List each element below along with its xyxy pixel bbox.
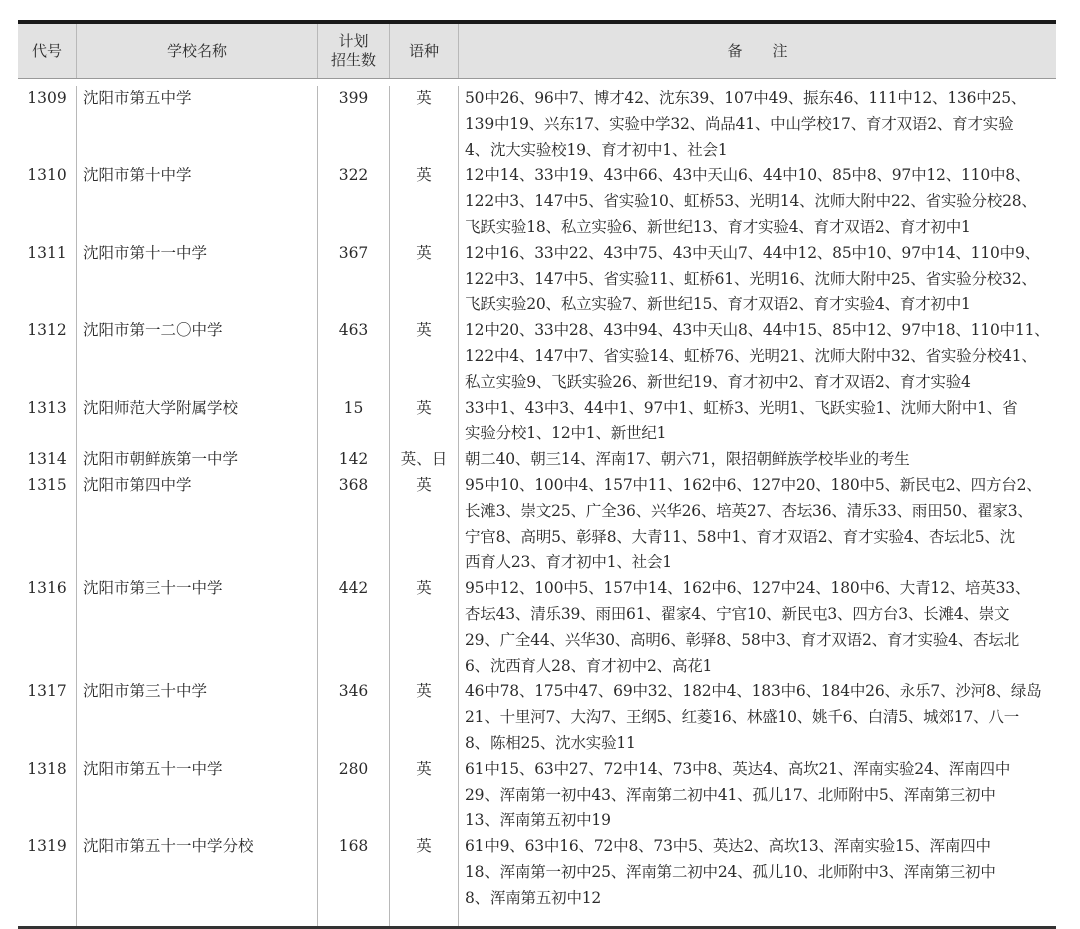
notes	[459, 396, 1056, 448]
school-code: 1311	[18, 241, 77, 318]
school-code: 1318	[18, 757, 77, 834]
notes-line: 29、浑南第一初中43、浑南第二初中41、孤儿17、北师附中5、浑南第三初中	[465, 785, 996, 804]
notes	[459, 163, 1056, 240]
language: 英	[390, 576, 459, 679]
notes-line: 实验分校1、12中1、新世纪1	[465, 424, 667, 443]
enrollment-table	[18, 20, 1056, 929]
table-row	[18, 834, 1056, 911]
table-filler	[18, 912, 1056, 926]
notes	[459, 576, 1056, 679]
notes-line: 13、浑南第五初中19	[465, 811, 611, 830]
school-name: 沈阳市第三十一中学	[77, 576, 318, 679]
school-name: 沈阳市第五中学	[77, 86, 318, 163]
language: 英	[390, 834, 459, 911]
notes-line: 122中3、147中5、省实验10、虹桥53、光明14、沈师大附中22、省实验分校28、	[465, 192, 1037, 211]
header-plan-line2: 招生数	[330, 51, 376, 69]
notes-line: 18、浑南第一初中25、浑南第二初中24、孤儿10、北师附中3、浑南第三初中	[465, 862, 996, 881]
school-code: 1310	[18, 163, 77, 240]
notes-line: 4、沈大实验校19、育才初中1、社会1	[465, 140, 728, 159]
table-row	[18, 241, 1056, 318]
planned-enrollment: 442	[318, 576, 390, 679]
table-header	[18, 24, 1056, 79]
notes-line: 61中15、63中27、72中14、73中8、英达4、高坎21、浑南实验24、浑南四中	[465, 759, 1011, 778]
planned-enrollment: 346	[318, 679, 390, 756]
school-code: 1315	[18, 473, 77, 576]
school-code: 1316	[18, 576, 77, 679]
table-row	[18, 447, 1056, 473]
header-plan-line1: 计划	[338, 32, 369, 50]
notes-line: 宁官8、高明5、彰驿8、大青11、58中1、育才双语2、育才实验4、杏坛北5、沈	[465, 527, 1015, 546]
planned-enrollment: 280	[318, 757, 390, 834]
header-code	[18, 24, 77, 78]
language: 英	[390, 757, 459, 834]
notes-line: 29、广全44、兴华30、高明6、彰驿8、58中3、育才双语2、育才实验4、杏坛北	[465, 630, 1020, 649]
notes-line: 6、沈西育人28、育才初中2、高花1	[465, 656, 713, 675]
language: 英	[390, 473, 459, 576]
notes	[459, 757, 1056, 834]
header-notes	[459, 24, 1056, 78]
school-name: 沈阳市朝鲜族第一中学	[77, 447, 318, 473]
planned-enrollment: 15	[318, 396, 390, 448]
notes-line: 飞跃实验20、私立实验7、新世纪15、育才双语2、育才实验4、育才初中1	[465, 295, 971, 314]
school-code: 1312	[18, 318, 77, 395]
header-name	[77, 24, 318, 78]
table-row	[18, 679, 1056, 756]
notes	[459, 679, 1056, 756]
school-code: 1314	[18, 447, 77, 473]
notes-line: 私立实验9、飞跃实验26、新世纪19、育才初中2、育才双语2、育才实验4	[465, 372, 971, 391]
table-row	[18, 318, 1056, 395]
planned-enrollment: 463	[318, 318, 390, 395]
school-name: 沈阳市第三十中学	[77, 679, 318, 756]
notes-line: 12中14、33中19、43中66、43中天山6、44中10、85中8、97中12、110中8、	[465, 166, 1031, 185]
planned-enrollment: 142	[318, 447, 390, 473]
notes-line: 139中19、兴东17、实验中学32、尚品41、中山学校17、育才双语2、育才实验	[465, 114, 1014, 133]
planned-enrollment: 168	[318, 834, 390, 911]
language: 英	[390, 163, 459, 240]
table-row	[18, 163, 1056, 240]
school-name: 沈阳市第五十一中学分校	[77, 834, 318, 911]
school-name: 沈阳师范大学附属学校	[77, 396, 318, 448]
header-notes-label: 备 注	[727, 41, 788, 60]
table-bottom-rule	[18, 926, 1056, 929]
notes-line: 朝二40、朝三14、浑南17、朝六71，限招朝鲜族学校毕业的考生	[465, 450, 910, 469]
notes-line: 50中26、96中7、博才42、沈东39、107中49、振东46、111中12、136中25、	[465, 89, 1027, 107]
notes-line: 12中16、33中22、43中75、43中天山7、44中12、85中10、97中14、110中9、	[465, 243, 1040, 262]
notes	[459, 318, 1056, 395]
notes-line: 122中4、147中7、省实验14、虹桥76、光明21、沈师大附中32、省实验分校41、	[465, 346, 1037, 365]
table-row	[18, 396, 1056, 448]
notes-line: 飞跃实验18、私立实验6、新世纪13、育才实验4、育才双语2、育才初中1	[465, 217, 971, 236]
header-code-label: 代号	[31, 41, 62, 60]
notes-line: 长滩3、崇文25、广全36、兴华26、培英27、杏坛36、清乐33、雨田50、翟家3、	[465, 501, 1033, 520]
header-lang	[390, 24, 459, 78]
notes-line: 21、十里河7、大沟7、王纲5、红菱16、林盛10、姚千6、白清5、城郊17、八一	[465, 708, 1020, 727]
school-name: 沈阳市第十中学	[77, 163, 318, 240]
header-plan	[318, 24, 390, 78]
planned-enrollment: 368	[318, 473, 390, 576]
table-row	[18, 576, 1056, 679]
header-name-label: 学校名称	[166, 41, 227, 60]
notes-line: 122中3、147中5、省实验11、虹桥61、光明16、沈师大附中25、省实验分校32、	[465, 269, 1037, 288]
notes-line: 西育人23、育才初中1、社会1	[465, 553, 672, 572]
school-code: 1319	[18, 834, 77, 911]
planned-enrollment: 322	[318, 163, 390, 240]
notes-line: 33中1、43中3、44中1、97中1、虹桥3、光明1、飞跃实验1、沈师大附中1、省	[465, 398, 1018, 417]
planned-enrollment: 367	[318, 241, 390, 318]
language: 英	[390, 396, 459, 448]
notes-line: 12中20、33中28、43中94、43中天山8、44中15、85中12、97中18、110中11、	[465, 321, 1050, 340]
language: 英	[390, 679, 459, 756]
school-code: 1313	[18, 396, 77, 448]
notes-line: 95中12、100中5、157中14、162中6、127中24、180中6、大青12、培英33、	[465, 579, 1031, 598]
table-body	[18, 79, 1056, 912]
notes	[459, 86, 1056, 163]
table-row	[18, 473, 1056, 576]
school-name: 沈阳市第十一中学	[77, 241, 318, 318]
table-row	[18, 86, 1056, 163]
language: 英	[390, 86, 459, 163]
planned-enrollment: 399	[318, 86, 390, 163]
notes-line: 8、陈相25、沈水实验11	[465, 733, 636, 752]
table-row	[18, 757, 1056, 834]
notes-line: 8、浑南第五初中12	[465, 888, 602, 907]
school-code: 1309	[18, 86, 77, 163]
notes-line: 61中9、63中16、72中8、73中5、英达2、高坎13、浑南实验15、浑南四中	[465, 837, 991, 856]
school-code: 1317	[18, 679, 77, 756]
language: 英、日	[390, 447, 459, 473]
notes	[459, 834, 1056, 911]
language: 英	[390, 318, 459, 395]
notes-line: 46中78、175中47、69中32、182中4、183中6、184中26、永乐7、沙河8、绿岛	[465, 682, 1042, 701]
notes	[459, 241, 1056, 318]
school-name: 沈阳市第四中学	[77, 473, 318, 576]
notes	[459, 473, 1056, 576]
header-lang-label: 语种	[408, 41, 439, 60]
language: 英	[390, 241, 459, 318]
school-name: 沈阳市第一二〇中学	[77, 318, 318, 395]
notes	[459, 447, 1056, 473]
notes-line: 95中10、100中4、157中11、162中6、127中20、180中5、新民屯2、四方台2、	[465, 475, 1042, 494]
school-name: 沈阳市第五十一中学	[77, 757, 318, 834]
notes-line: 杏坛43、清乐39、雨田61、翟家4、宁官10、新民屯3、四方台3、长滩4、崇文	[465, 604, 1010, 623]
